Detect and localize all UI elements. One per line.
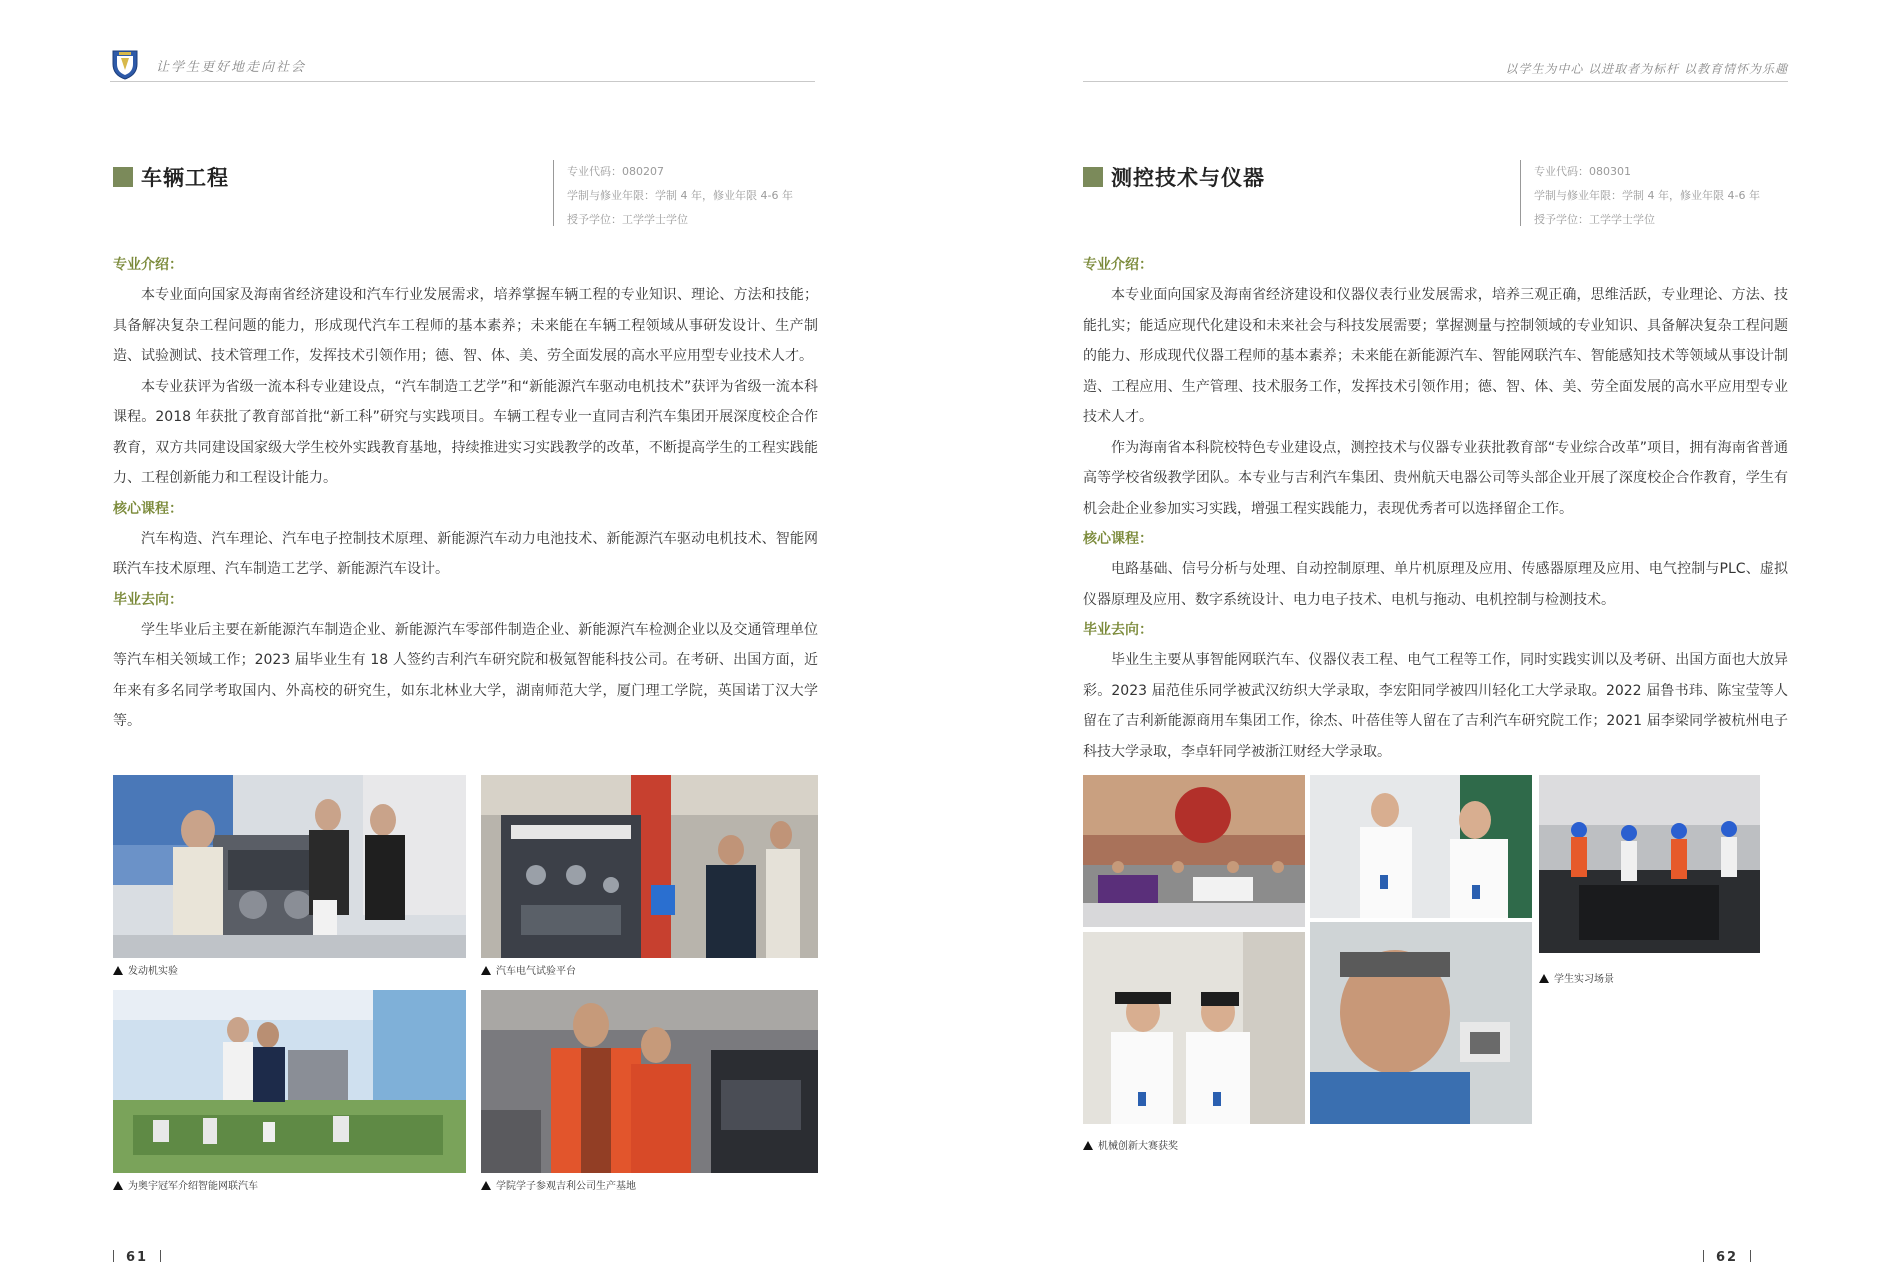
major-title-block: [113, 162, 818, 228]
photo-electrical-platform: [481, 775, 818, 958]
photo-competition-students: [1083, 932, 1305, 1124]
major-meta: [1520, 160, 1760, 226]
courses-paragraph: 汽车构造、汽车理论、汽车电子控制技术原理、新能源汽车动力电池技术、新能源汽车驱动电机技术、智能网联汽车技术原理、汽车制造工艺学、新能源汽车设计。: [113, 530, 818, 577]
page-number: 61: [113, 1250, 173, 1265]
header-motto: 以学生为中心 以进取者为标杆 以教育情怀为乐趣: [1505, 62, 1788, 76]
caption-internship-scene: 学生实习场景: [1539, 970, 1614, 985]
section-heading-intro: 专业介绍：: [113, 257, 183, 273]
study-years: 学制与修业年限：学制 4 年，修业年限 4-6 年: [1534, 189, 1760, 202]
header-rule: [110, 81, 815, 82]
triangle-icon: [481, 1181, 491, 1190]
triangle-icon: [481, 966, 491, 975]
section-heading-careers: 毕业去向：: [1083, 622, 1153, 638]
major-title-block: [1083, 162, 1788, 228]
triangle-icon: [1539, 974, 1549, 983]
intro-paragraph-2: 作为海南省本科院校特色专业建设点，测控技术与仪器专业获批教育部“专业综合改革”项目，拥有海南省普通高等学校省级教学团队。本专业与吉利汽车集团、贵州航天电器公司等头部企业开展了深度校企合作教育，学生有机会赴企业参加实习实践，增强工程实践能力，表现优秀者可以选择留企工作。: [1083, 439, 1788, 517]
major-title: 车辆工程: [141, 166, 229, 190]
title-marker: [1083, 167, 1103, 187]
caption-engine-lab: 发动机实验: [113, 962, 178, 977]
photo-internship-scene: [1539, 775, 1760, 953]
photo-team-banner: [1083, 775, 1305, 927]
caption-geely-visit: 学院学子参观吉利公司生产基地: [481, 1177, 636, 1192]
degree: 授予学位：工学学士学位: [567, 213, 688, 226]
photo-professor-closeup: [1310, 922, 1532, 1124]
major-code: 专业代码：080301: [1534, 165, 1631, 178]
caption-electrical-platform: 汽车电气试验平台: [481, 962, 576, 977]
major-title: 测控技术与仪器: [1111, 166, 1265, 190]
caption-innovation-award: 机械创新大赛获奖: [1083, 1137, 1178, 1152]
section-heading-intro: 专业介绍：: [1083, 257, 1153, 273]
header-slogan: 让学生更好地走向社会: [156, 60, 307, 75]
major-meta: [553, 160, 793, 226]
careers-paragraph: 学生毕业后主要在新能源汽车制造企业、新能源汽车零部件制造企业、新能源汽车检测企业以及交通管理单位等汽车相关领域工作；2023 届毕业生有 18 人签约吉利汽车研究院和极氪智能科技公司。在考研、出国方面，近年来有多名同学考取国内、外高校的研究生，如东北林业大学，湖南师范大学，厦门理工学院，英国诺丁汉大学等。: [113, 621, 818, 729]
intro-paragraph-2: 本专业获评为省级一流本科专业建设点，“汽车制造工艺学”和“新能源汽车驱动电机技术”获评为省级一流本科课程。2018 年获批了教育部首批“新工科”研究与实践项目。车辆工程专业一直同吉利汽车集团开展深度校企合作教育，双方共同建设国家级大学生校外实践教育基地，持续推进实习实践教学的改革，不断提高学生的工程实践能力、工程创新能力和工程设计能力。: [113, 378, 818, 486]
photo-engine-lab: [113, 775, 466, 958]
photo-smart-car-intro: [113, 990, 466, 1173]
major-content: [113, 250, 818, 737]
section-heading-courses: 核心课程：: [1083, 531, 1153, 547]
header-rule: [1083, 81, 1788, 82]
right-header: [1083, 48, 1788, 82]
triangle-icon: [1083, 1141, 1093, 1150]
caption-smart-car-intro: 为奥宇冠军介绍智能网联汽车: [113, 1177, 258, 1192]
major-code: 专业代码：080207: [567, 165, 664, 178]
degree: 授予学位：工学学士学位: [1534, 213, 1655, 226]
photo-students-presentation: [1310, 775, 1532, 918]
triangle-icon: [113, 1181, 123, 1190]
careers-paragraph: 毕业生主要从事智能网联汽车、仪器仪表工程、电气工程等工作，同时实践实训以及考研、出国方面也大放异彩。2023 届范佳乐同学被武汉纺织大学录取，李宏阳同学被四川轻化工大学录取。2022 届鲁书玮、陈宝莹等人留在了吉利新能源商用车集团工作，徐杰、叶蓓佳等人留在了吉利汽车研究院工作；2021 届李梁同学被杭州电子科技大学录取，李卓轩同学被浙江财经大学录取。: [1083, 652, 1788, 760]
section-heading-courses: 核心课程：: [113, 500, 183, 517]
intro-paragraph-1: 本专业面向国家及海南省经济建设和仪器仪表行业发展需求，培养三观正确，思维活跃，专业理论、方法、技能扎实；能适应现代化建设和未来社会与科技发展需要；掌握测量与控制领域的专业知识、具备解决复杂工程问题的能力、形成现代仪器工程师的基本素养；未来能在新能源汽车、智能网联汽车、智能感知技术等领域从事设计制造、工程应用、生产管理、技术服务工作，发挥技术引领作用；德、智、体、美、劳全面发展的高水平应用型专业技术人才。: [1083, 287, 1788, 425]
page-number: 62: [1703, 1250, 1763, 1265]
triangle-icon: [113, 966, 123, 975]
major-content: [1083, 250, 1788, 767]
intro-paragraph-1: 本专业面向国家及海南省经济建设和汽车行业发展需求，培养掌握车辆工程的专业知识、理论、方法和技能；具备解决复杂工程问题的能力，形成现代汽车工程师的基本素养；未来能在车辆工程领域从事研发设计、生产制造、试验测试、技术管理工作，发挥技术引领作用；德、智、体、美、劳全面发展的高水平应用型专业技术人才。: [113, 287, 818, 364]
section-heading-careers: 毕业去向：: [113, 591, 183, 608]
photo-geely-visit: [481, 990, 818, 1173]
school-crest-icon: [110, 48, 140, 80]
courses-paragraph: 电路基础、信号分析与处理、自动控制原理、单片机原理及应用、传感器原理及应用、电气控制与PLC、虚拟仪器原理及应用、数字系统设计、电力电子技术、电机与拖动、电机控制与检测技术。: [1083, 561, 1788, 608]
title-marker: [113, 167, 133, 187]
left-header: [110, 48, 815, 82]
right-page: [943, 0, 1886, 1280]
study-years: 学制与修业年限：学制 4 年，修业年限 4-6 年: [567, 189, 793, 202]
